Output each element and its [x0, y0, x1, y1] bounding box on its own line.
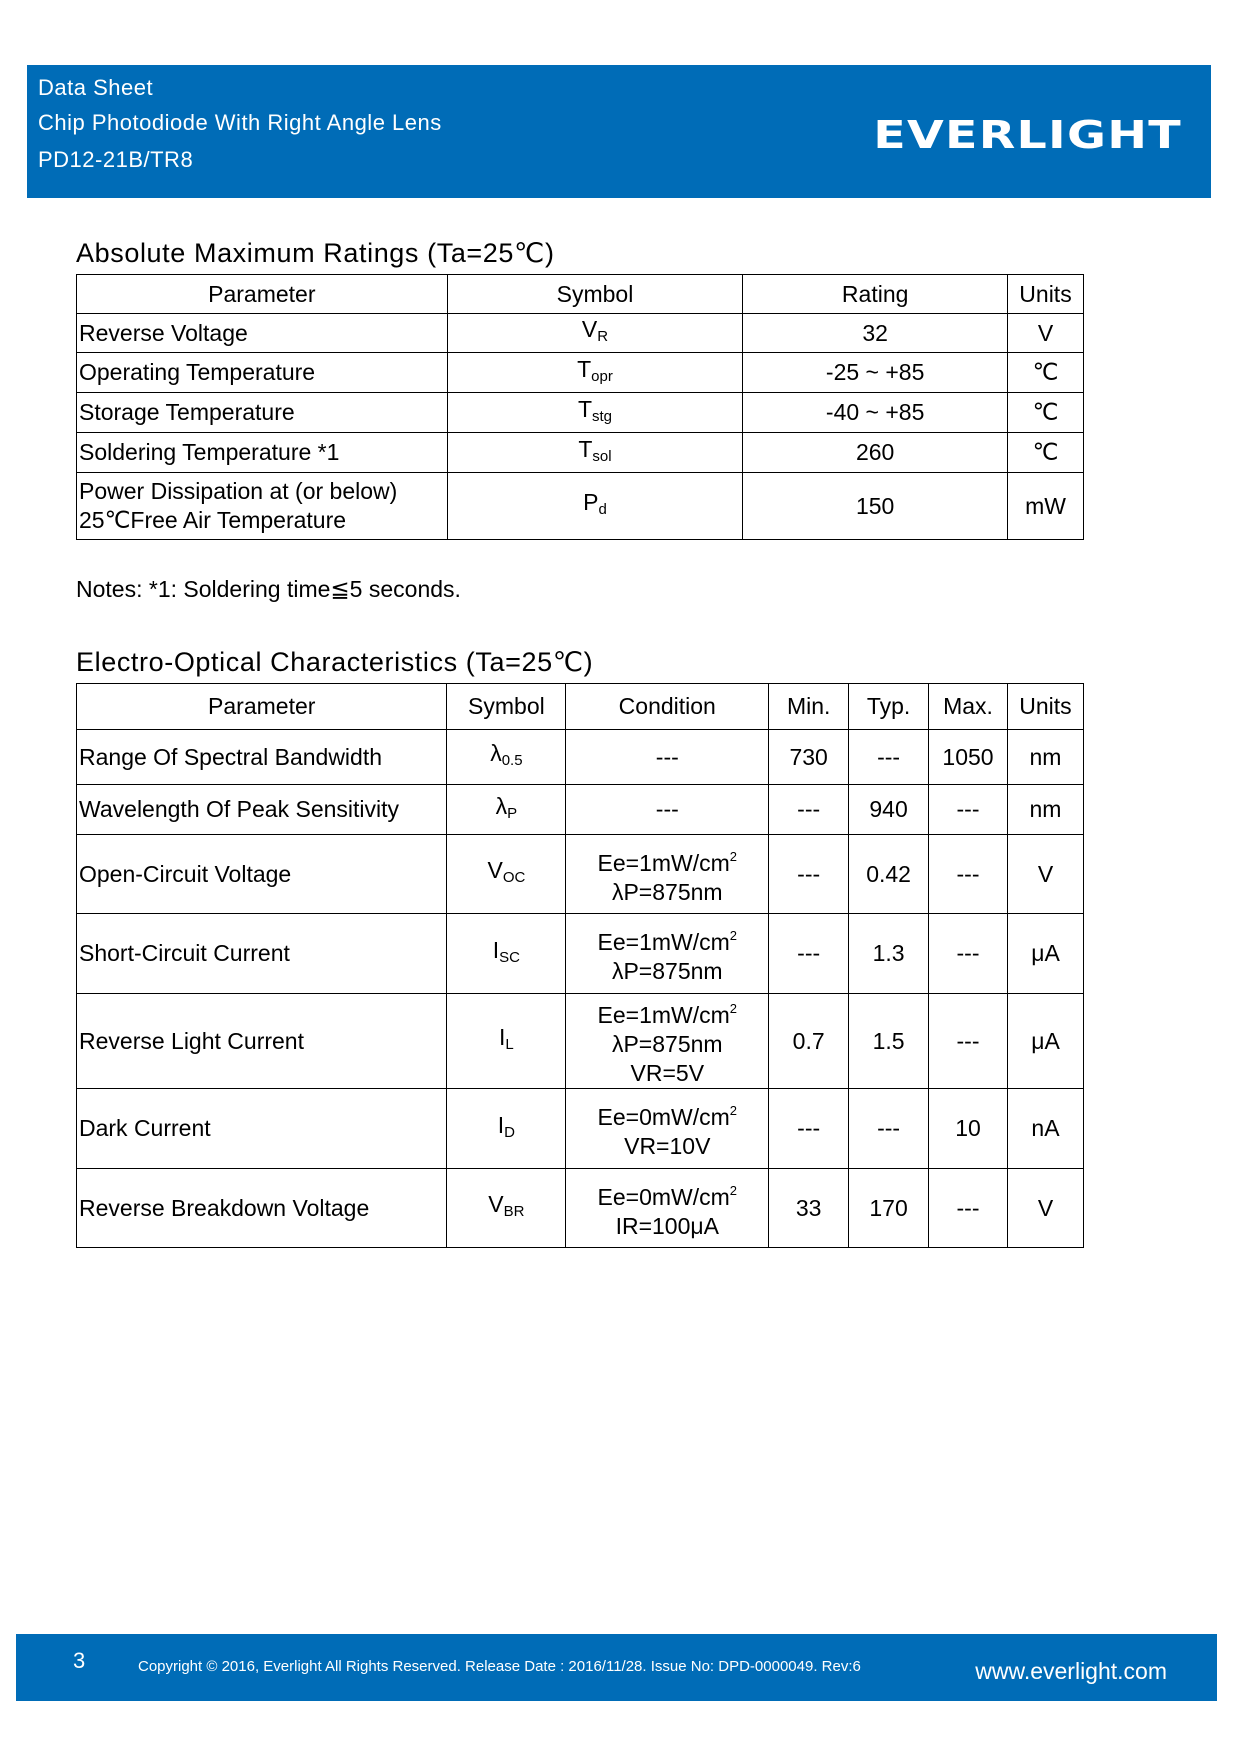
table-cell: 33 — [769, 1169, 849, 1248]
table-cell — [566, 835, 769, 914]
table-cell — [447, 473, 743, 540]
table-cell: Min. — [769, 684, 849, 730]
table-cell — [566, 994, 769, 1089]
symbol: T — [577, 355, 592, 382]
table-cell: 1.3 — [849, 914, 929, 994]
table-cell: --- — [929, 1169, 1008, 1248]
table-row — [77, 1089, 1084, 1169]
param-label: Power Dissipation at (or below) — [79, 478, 398, 504]
table-row — [77, 1169, 1084, 1248]
param-label: Reverse Voltage — [79, 319, 248, 346]
symbol-subscript: OC — [502, 869, 526, 886]
table-cell: Max. — [929, 684, 1008, 730]
everlight-logo: EVERLIGHT — [873, 113, 1182, 157]
table-cell — [447, 433, 743, 473]
symbol-subscript: 0.5 — [501, 752, 523, 769]
table-cell: --- — [849, 730, 929, 785]
table-row — [77, 994, 1084, 1089]
condition-line: $Ee=1mW/cm^2$ — [597, 1001, 738, 1028]
table-cell: --- — [929, 785, 1008, 835]
symbol-subscript: SC — [499, 948, 520, 966]
table-cell — [447, 393, 743, 433]
footer-banner — [16, 1634, 1217, 1701]
symbol-subscript: R — [597, 328, 609, 345]
electro-optical-table — [76, 683, 1084, 1248]
table-cell: V — [1007, 835, 1083, 914]
symbol: T — [577, 395, 592, 422]
table-cell: -40 ~ +85 — [743, 393, 1008, 433]
amr-title: Absolute Maximum Ratings (Ta=25℃) — [76, 238, 555, 268]
table-cell — [566, 1089, 769, 1169]
table-cell: Reverse Light Current — [77, 994, 447, 1089]
notes: Notes: *1: Soldering time≦5 seconds. — [76, 576, 461, 602]
symbol-subscript: d — [598, 501, 607, 518]
table-cell — [566, 1169, 769, 1248]
symbol-subscript: sol — [592, 447, 612, 465]
part-number: PD12-21B/TR8 — [38, 147, 194, 172]
table-cell: Units — [1007, 684, 1083, 730]
table-cell: Range Of Spectral Bandwidth — [77, 730, 447, 785]
table-row — [77, 314, 1084, 353]
symbol-subscript: P — [507, 804, 518, 822]
table-cell: Symbol — [447, 684, 566, 730]
param-label: Soldering Temperature *1 — [79, 439, 340, 465]
symbol: V — [487, 857, 503, 883]
table-row — [77, 353, 1084, 393]
table-cell — [447, 835, 566, 914]
symbol-subscript: stg — [592, 407, 613, 425]
table-header-row — [77, 684, 1084, 730]
doc-type: Data Sheet — [38, 75, 154, 100]
table-cell: Units — [1008, 275, 1084, 314]
table-cell: Short-Circuit Current — [77, 914, 447, 994]
page-number: 3 — [73, 1648, 86, 1673]
table-cell — [447, 914, 566, 994]
table-cell — [447, 730, 566, 785]
table-cell: 0.42 — [849, 835, 929, 914]
condition-line: VR=10V — [624, 1133, 711, 1159]
symbol-subscript: D — [504, 1123, 515, 1141]
table-cell — [566, 914, 769, 994]
symbol-subscript: opr — [591, 367, 613, 385]
table-cell: --- — [929, 994, 1008, 1089]
condition-line: λP=875nm — [611, 958, 723, 984]
symbol-subscript: BR — [503, 1203, 525, 1220]
condition-line: IR=100μA — [615, 1212, 719, 1239]
table-cell: mW — [1008, 473, 1084, 540]
symbol: λ — [490, 740, 502, 766]
table-row — [77, 473, 1084, 540]
symbol: V — [488, 1191, 504, 1217]
table-cell: Condition — [566, 684, 769, 730]
table-cell: 150 — [743, 473, 1008, 540]
table-cell: Typ. — [849, 684, 929, 730]
table-cell — [447, 1089, 566, 1169]
table-cell — [447, 314, 743, 353]
symbol: I — [499, 1024, 506, 1050]
table-cell: 0.7 — [769, 994, 849, 1089]
param-label: Storage Temperature — [79, 399, 295, 425]
table-cell: V — [1008, 314, 1084, 353]
param-label: Operating Temperature — [79, 359, 316, 385]
table-cell: Dark Current — [77, 1089, 447, 1169]
table-cell: Wavelength Of Peak Sensitivity — [77, 785, 447, 835]
table-cell: 10 — [929, 1089, 1008, 1169]
table-cell — [566, 730, 769, 785]
table-cell: --- — [849, 1089, 929, 1169]
table-cell: nA — [1007, 1089, 1083, 1169]
condition-line: $Ee=0mW/cm^2$ — [597, 1182, 738, 1210]
website-link[interactable]: www.everlight.com — [975, 1658, 1167, 1684]
symbol: V — [581, 316, 598, 342]
table-cell: ℃ — [1008, 353, 1084, 393]
table-cell — [77, 393, 448, 433]
header-banner — [27, 65, 1211, 198]
table-cell: Symbol — [447, 275, 743, 314]
symbol: I — [497, 1111, 505, 1138]
table-header-row — [77, 275, 1084, 314]
condition-line: λP=875nm — [611, 878, 723, 905]
table-cell: 1.5 — [849, 994, 929, 1089]
product-title: Chip Photodiode With Right Angle Lens — [38, 110, 442, 135]
table-cell: 940 — [849, 785, 929, 835]
table-cell: 170 — [849, 1169, 929, 1248]
condition-line: λP=875nm — [611, 1031, 723, 1057]
condition-line: $Ee=1mW/cm^2$ — [597, 848, 738, 876]
copyright: Copyright © 2016, Everlight All Rights Reserved. Release Date : 2016/11/28. Issue No: DPD-0000049. Rev:6 — [138, 1658, 861, 1675]
eoc-title: Electro-Optical Characteristics (Ta=25℃) — [76, 647, 594, 677]
table-cell: Rating — [743, 275, 1008, 314]
table-cell — [77, 473, 448, 540]
absolute-max-ratings-table — [76, 274, 1084, 540]
symbol-subscript: L — [505, 1036, 514, 1053]
table-row — [77, 433, 1084, 473]
condition-line: $Ee=1mW/cm^2$ — [597, 928, 738, 955]
table-cell: Parameter — [77, 684, 447, 730]
table-cell: 260 — [743, 433, 1008, 473]
table-cell — [447, 353, 743, 393]
table-row — [77, 393, 1084, 433]
table-cell: μA — [1007, 994, 1083, 1089]
table-cell: --- — [769, 914, 849, 994]
table-cell: --- — [769, 785, 849, 835]
symbol: λ — [495, 792, 508, 819]
table-cell: ℃ — [1008, 393, 1084, 433]
symbol: P — [583, 489, 599, 515]
condition-line: VR=5V — [630, 1060, 705, 1086]
table-cell — [447, 785, 566, 835]
param-label-line2: 25℃Free Air Temperature — [79, 507, 347, 533]
table-cell — [447, 1169, 566, 1248]
table-row — [77, 785, 1084, 835]
table-row — [77, 835, 1084, 914]
table-cell: μA — [1007, 914, 1083, 994]
condition-line: $Ee=0mW/cm^2$ — [597, 1103, 738, 1130]
table-cell: -25 ~ +85 — [743, 353, 1008, 393]
table-row — [77, 730, 1084, 785]
table-cell: Open-Circuit Voltage — [77, 835, 447, 914]
table-cell — [77, 353, 448, 393]
table-cell: nm — [1007, 730, 1083, 785]
table-cell — [77, 433, 448, 473]
table-cell: Parameter — [77, 275, 448, 314]
symbol: T — [578, 435, 593, 462]
table-cell: --- — [769, 835, 849, 914]
table-cell: --- — [769, 1089, 849, 1169]
table-cell — [447, 994, 566, 1089]
symbol: I — [492, 936, 500, 963]
table-cell: Reverse Breakdown Voltage — [77, 1169, 447, 1248]
table-cell: nm — [1007, 785, 1083, 835]
table-cell: V — [1007, 1169, 1083, 1248]
table-cell: 730 — [769, 730, 849, 785]
table-row — [77, 914, 1084, 994]
table-cell: --- — [929, 835, 1008, 914]
condition-line: --- — [655, 796, 679, 822]
table-cell — [566, 785, 769, 835]
condition-line: --- — [655, 743, 679, 770]
table-cell: --- — [929, 914, 1008, 994]
table-cell — [77, 314, 448, 353]
table-cell: ℃ — [1008, 433, 1084, 473]
table-cell: 1050 — [929, 730, 1008, 785]
table-cell: 32 — [743, 314, 1008, 353]
